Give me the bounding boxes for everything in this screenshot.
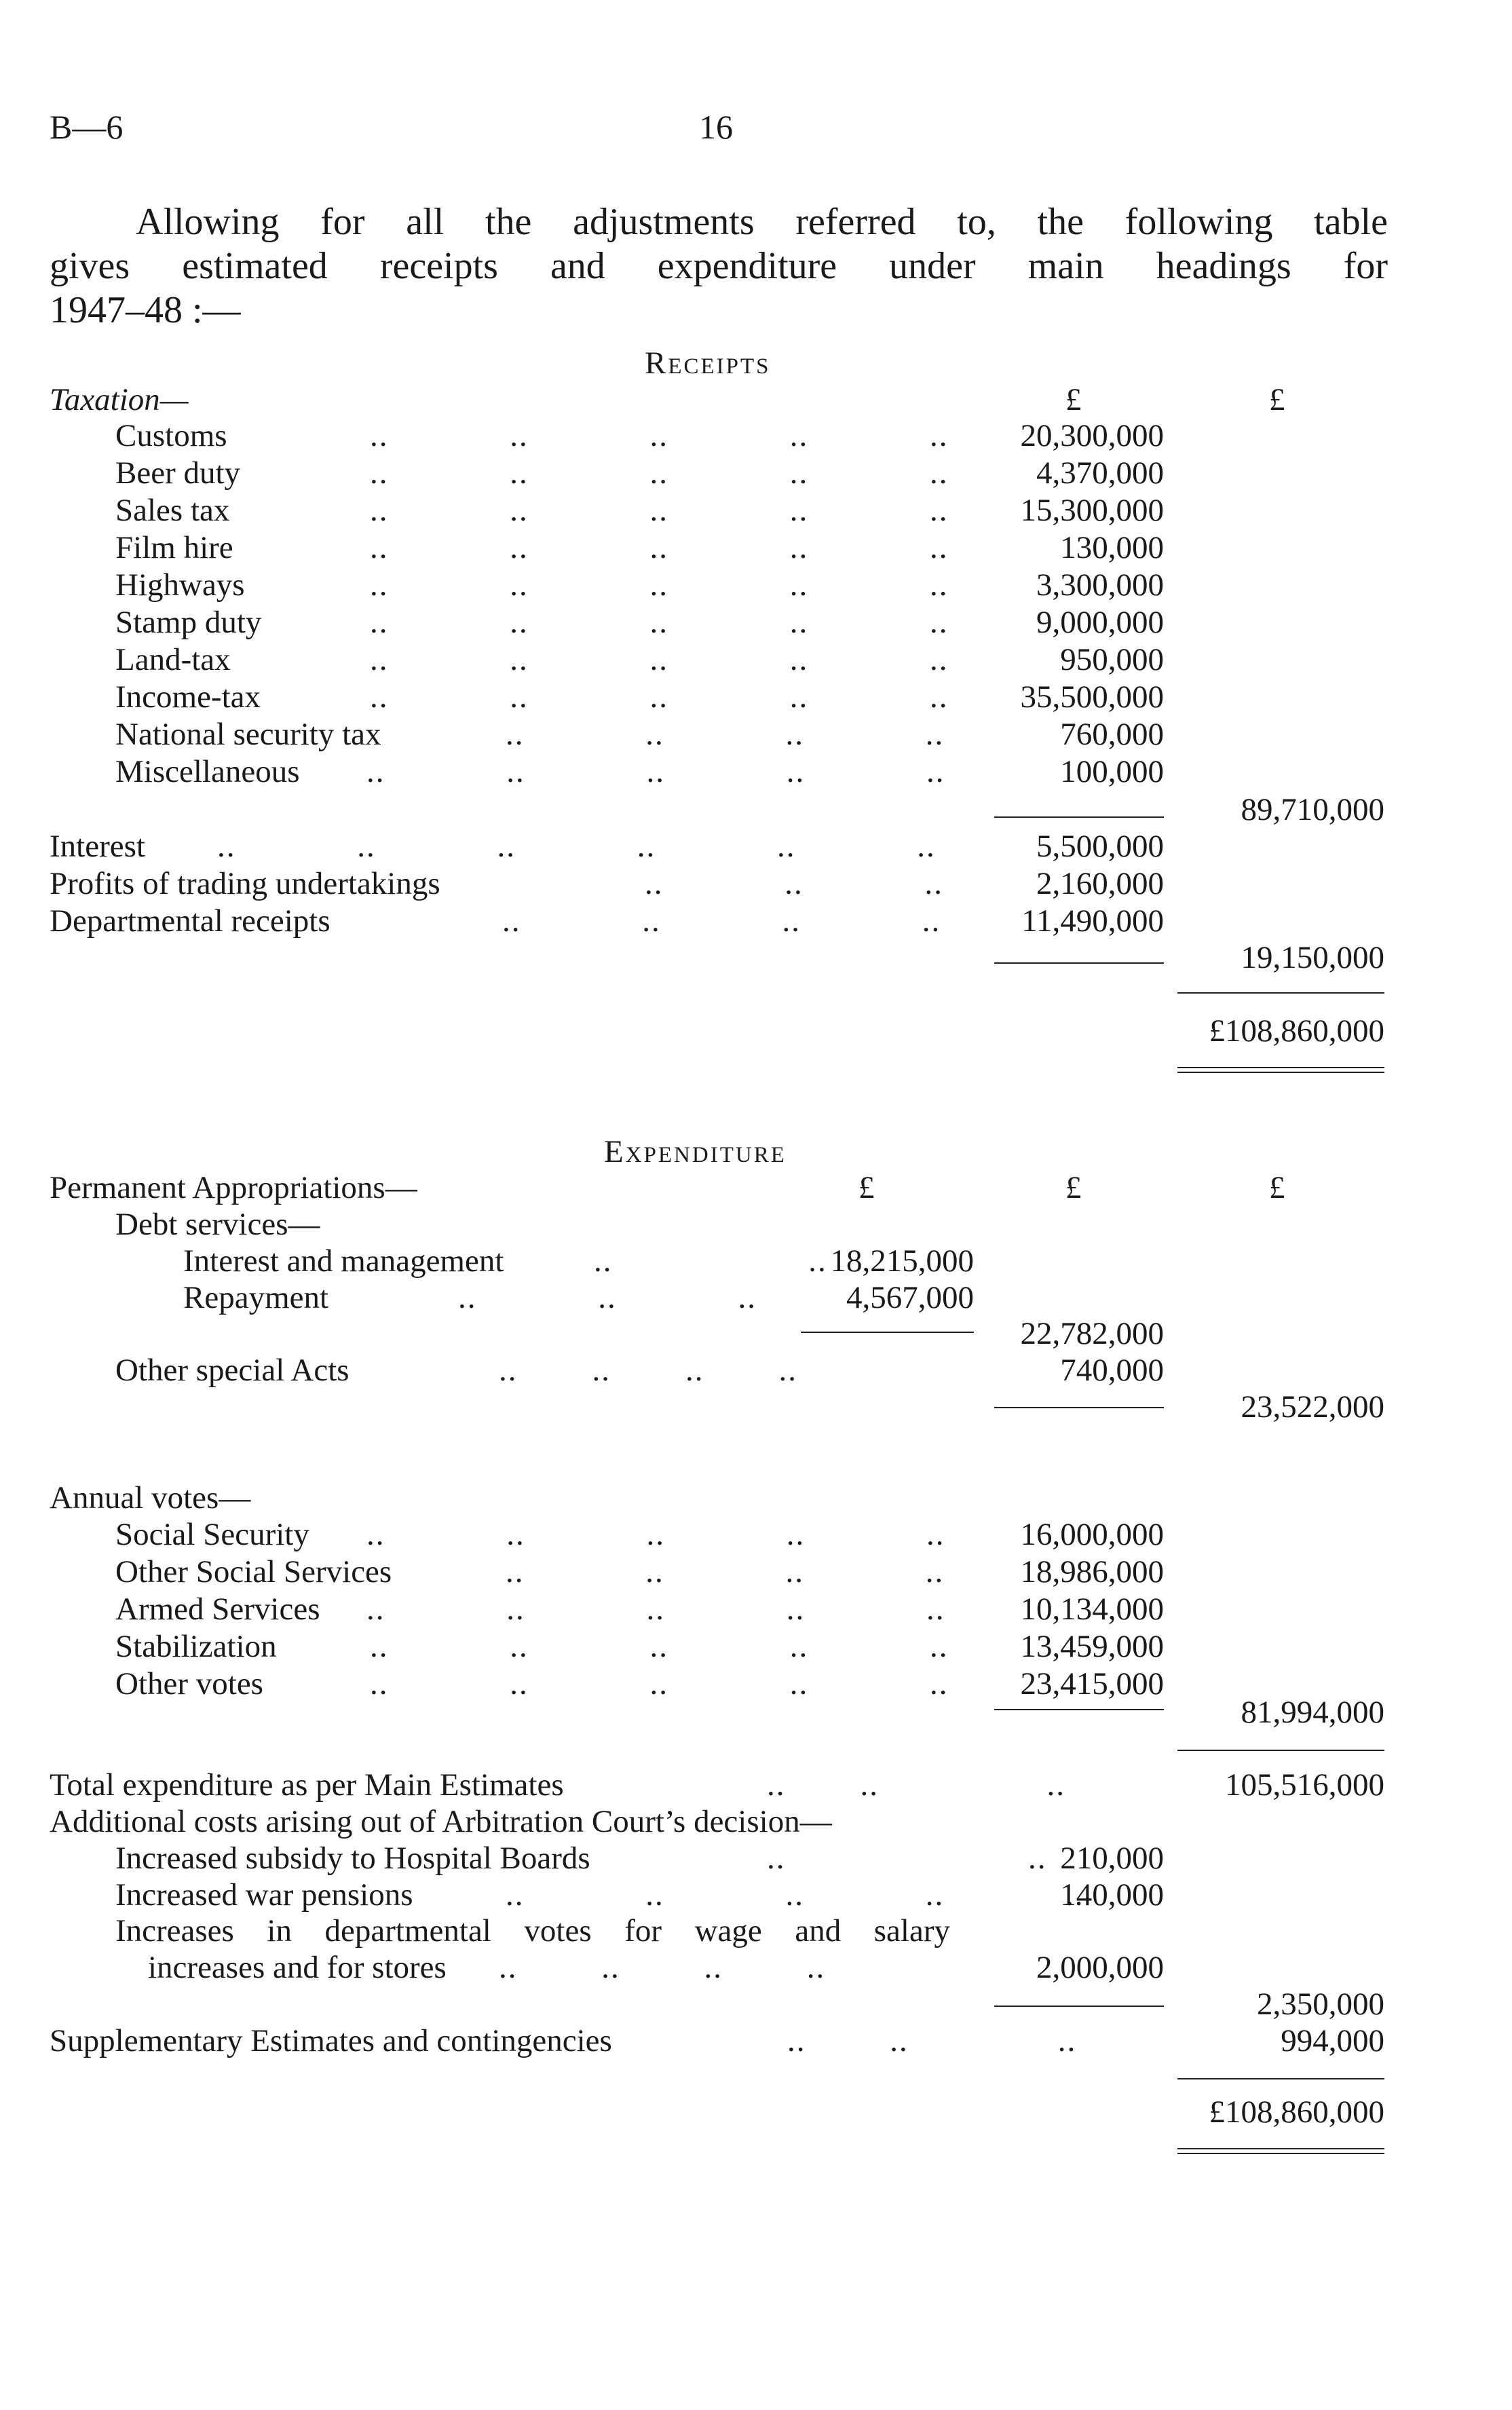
leader-dots: .. .. .. .. ..	[370, 1629, 949, 1664]
increases-label-line-2: increases and for stores	[148, 1950, 447, 1985]
intro-line-1: Allowing for all the adjustments referred to, the following table	[136, 201, 1388, 243]
taxation-item-label: Income-tax	[115, 679, 261, 715]
leader-dots: .. .. .. .. ..	[370, 493, 949, 528]
taxation-item-amount: 15,300,000	[1020, 493, 1164, 528]
taxation-item-amount: 3,300,000	[1036, 567, 1164, 603]
taxation-item-amount: 950,000	[1060, 642, 1164, 677]
annual-vote-amount: 10,134,000	[1020, 1592, 1164, 1627]
other-receipt-label: Profits of trading undertakings	[50, 866, 440, 901]
other-receipt-label: Interest	[50, 829, 145, 864]
document-reference: B—6	[50, 108, 124, 146]
taxation-heading: Taxation—	[50, 382, 189, 417]
taxation-item-label: Highways	[115, 567, 245, 603]
leader-dots: .. .. .. .. ..	[370, 679, 949, 715]
annual-vote-amount: 18,986,000	[1020, 1554, 1164, 1589]
leader-dots: .. .. .. ..	[502, 903, 941, 939]
leader-dots: .. .. .. .. .. ..	[217, 829, 936, 864]
annual-total: 81,994,000	[1241, 1695, 1384, 1730]
annual-vote-amount: 23,415,000	[1020, 1666, 1164, 1701]
leader-dots: .. .. .. ..	[499, 1353, 797, 1388]
annual-subtotal-rule	[994, 1709, 1164, 1710]
debt-item-label: Repayment	[183, 1280, 329, 1315]
leader-dots: .. .. .. .. ..	[370, 605, 949, 640]
additional-cost-amount: 210,000	[1060, 1841, 1164, 1876]
annual-vote-amount: 13,459,000	[1020, 1629, 1164, 1664]
leader-dots: .. .. ..	[645, 866, 943, 901]
leader-dots: .. ..	[594, 1243, 827, 1279]
receipts-currency-col3: £	[1269, 382, 1285, 417]
leader-dots: .. .. .. .. ..	[370, 1666, 949, 1701]
receipts-grand-total: £108,860,000	[1209, 1013, 1384, 1049]
annual-vote-amount: 16,000,000	[1020, 1517, 1164, 1552]
additional-total: 2,350,000	[1257, 1987, 1384, 2022]
leader-dots: .. .. .. .. ..	[370, 530, 949, 565]
permanent-total: 23,522,000	[1241, 1389, 1384, 1425]
main-estimates-label: Total expenditure as per Main Estimates	[50, 1767, 564, 1803]
debt-item-amount: 18,215,000	[830, 1243, 974, 1279]
main-estimates-rule	[1177, 1750, 1384, 1751]
increases-amount: 2,000,000	[1036, 1950, 1164, 1985]
taxation-item-label: Film hire	[115, 530, 233, 565]
leader-dots: .. .. ..	[767, 1767, 1065, 1803]
leader-dots: .. .. ..	[787, 2023, 1077, 2058]
additional-cost-label: Increased war pensions	[115, 1877, 413, 1913]
taxation-subtotal-rule	[994, 816, 1164, 818]
leader-dots: .. .. ..	[458, 1280, 757, 1315]
taxation-item-label: Land-tax	[115, 642, 231, 677]
leader-dots: .. .. .. ..	[499, 1950, 826, 1985]
leader-dots: .. ..	[767, 1841, 1047, 1876]
intro-line-3: 1947–48 :—	[50, 289, 241, 331]
taxation-item-label: Customs	[115, 418, 227, 453]
permanent-subtotal-rule	[994, 1407, 1164, 1408]
other-receipt-amount: 5,500,000	[1036, 829, 1164, 864]
other-special-acts-amount: 740,000	[1060, 1353, 1164, 1388]
expenditure-currency-col2: £	[1065, 1170, 1082, 1205]
taxation-item-amount: 35,500,000	[1020, 679, 1164, 715]
taxation-item-label: Stamp duty	[115, 605, 262, 640]
leader-dots: .. .. .. .. ..	[366, 1517, 945, 1552]
additional-subtotal-rule	[994, 2006, 1164, 2007]
leader-dots: .. .. .. .. ..	[370, 642, 949, 677]
other-receipts-total: 19,150,000	[1241, 940, 1384, 975]
taxation-item-amount: 20,300,000	[1020, 418, 1164, 453]
debt-item-amount: 4,567,000	[846, 1280, 974, 1315]
expenditure-grand-total: £108,860,000	[1209, 2094, 1384, 2130]
main-estimates-total: 105,516,000	[1225, 1767, 1384, 1803]
other-receipt-amount: 2,160,000	[1036, 866, 1164, 901]
taxation-item-amount: 100,000	[1060, 754, 1164, 789]
expenditure-title: Expenditure	[604, 1134, 787, 1169]
leader-dots: .. .. .. .. ..	[366, 754, 945, 789]
additional-cost-label: Increased subsidy to Hospital Boards	[115, 1841, 590, 1876]
leader-dots: .. .. .. .. ..	[370, 455, 949, 491]
taxation-total: 89,710,000	[1241, 792, 1384, 827]
receipts-double-rule	[1177, 1067, 1384, 1073]
page-number: 16	[699, 108, 733, 146]
taxation-item-amount: 760,000	[1060, 717, 1164, 752]
additional-cost-amount: 140,000	[1060, 1877, 1164, 1913]
expenditure-currency-col1: £	[858, 1170, 875, 1205]
taxation-item-label: Sales tax	[115, 493, 230, 528]
expenditure-double-rule	[1177, 2148, 1384, 2154]
debt-subtotal-rule	[801, 1332, 974, 1333]
receipts-total-rule	[1177, 992, 1384, 994]
taxation-item-label: National security tax	[115, 717, 381, 752]
taxation-item-amount: 130,000	[1060, 530, 1164, 565]
annual-vote-label: Social Security	[115, 1517, 309, 1552]
additional-costs-heading: Additional costs arising out of Arbitration Court’s decision—	[50, 1804, 832, 1839]
debt-total: 22,782,000	[1020, 1316, 1164, 1351]
debt-item-label: Interest and management	[183, 1243, 504, 1279]
intro-line-2: gives estimated receipts and expenditure under main headings for	[50, 245, 1388, 287]
receipts-currency-col2: £	[1065, 382, 1082, 417]
annual-vote-label: Other votes	[115, 1666, 263, 1701]
permanent-appropriations-heading: Permanent Appropriations—	[50, 1170, 417, 1205]
other-receipts-rule	[994, 962, 1164, 964]
other-receipt-amount: 11,490,000	[1021, 903, 1164, 939]
annual-vote-label: Armed Services	[115, 1592, 320, 1627]
debt-services-heading: Debt services—	[115, 1207, 320, 1242]
leader-dots: .. .. .. .. ..	[370, 418, 949, 453]
other-special-acts-label: Other special Acts	[115, 1353, 349, 1388]
leader-dots: .. .. .. .. ..	[506, 1877, 1084, 1913]
annual-vote-label: Other Social Services	[115, 1554, 392, 1589]
supplementary-label: Supplementary Estimates and contingencies	[50, 2023, 612, 2058]
taxation-item-label: Miscellaneous	[115, 754, 300, 789]
receipts-title: Receipts	[645, 345, 771, 381]
expenditure-currency-col3: £	[1269, 1170, 1285, 1205]
leader-dots: .. .. .. ..	[506, 717, 945, 752]
increases-label-line-1: Increases in departmental votes for wage and salary	[115, 1913, 950, 1948]
taxation-item-amount: 9,000,000	[1036, 605, 1164, 640]
taxation-item-amount: 4,370,000	[1036, 455, 1164, 491]
taxation-item-label: Beer duty	[115, 455, 241, 491]
leader-dots: .. .. .. .. ..	[366, 1592, 945, 1627]
other-receipt-label: Departmental receipts	[50, 903, 330, 939]
supplementary-amount: 994,000	[1281, 2023, 1384, 2058]
leader-dots: .. .. .. .. ..	[370, 567, 949, 603]
expenditure-total-rule	[1177, 2078, 1384, 2079]
annual-vote-label: Stabilization	[115, 1629, 277, 1664]
annual-votes-heading: Annual votes—	[50, 1480, 251, 1515]
leader-dots: .. .. .. ..	[506, 1554, 945, 1589]
